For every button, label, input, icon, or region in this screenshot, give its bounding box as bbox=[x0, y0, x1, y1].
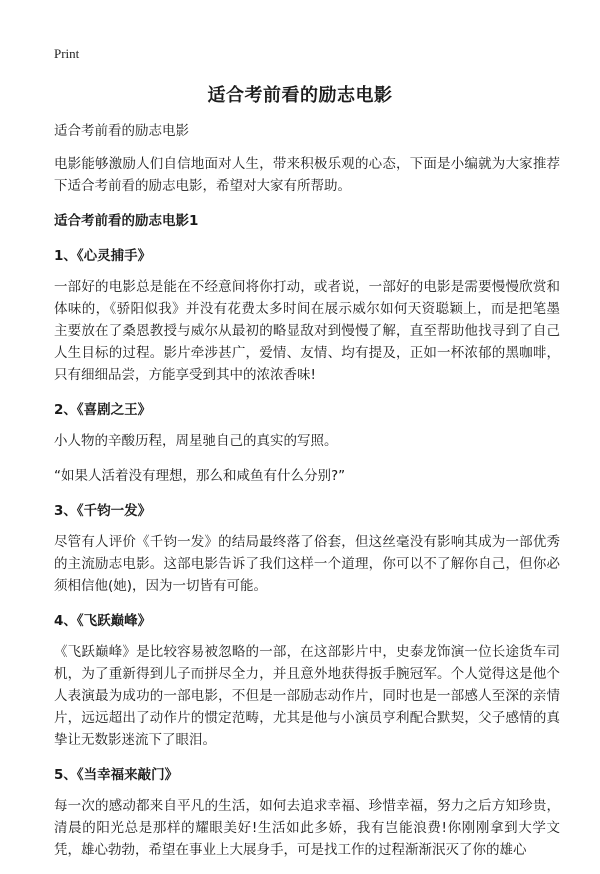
article-subtitle: 适合考前看的励志电影 bbox=[54, 123, 189, 139]
page-title: 适合考前看的励志电影 bbox=[207, 85, 393, 106]
movie-heading-1: 1、《心灵捕手》 bbox=[54, 248, 152, 264]
intro-paragraph: 电影能够激励人们自信地面对人生，带来积极乐观的心态，下面是小编就为大家推荐下适合考前看的励志电影，希望对大家有所帮助。 bbox=[54, 156, 560, 194]
movie-quote: “如果人活着没有理想，那么和咸鱼有什么分别?” bbox=[54, 468, 346, 484]
movie-heading-3: 3、《千钧一发》 bbox=[54, 503, 152, 519]
movie-heading-4: 4、《飞跃巅峰》 bbox=[54, 613, 152, 629]
movie-paragraph: 尽管有人评价《千钧一发》的结局最终落了俗套，但这丝毫没有影响其成为一部优秀的主流励志电影。这部电影告诉了我们这样一个道理，你可以不了解你自己，但你必须相信他(她)，因为一切皆有可能。 bbox=[54, 534, 560, 594]
movie-heading-2: 2、《喜剧之王》 bbox=[54, 402, 152, 418]
section-heading: 适合考前看的励志电影1 bbox=[54, 213, 199, 229]
movie-paragraph: 小人物的辛酸历程，周星驰自己的真实的写照。 bbox=[54, 433, 338, 449]
article-body bbox=[54, 120, 560, 874]
movie-paragraph: 《飞跃巅峰》是比较容易被忽略的一部，在这部影片中，史泰龙饰演一位长途货车司机，为了重新得到儿子而拼尽全力，并且意外地获得扳手腕冠军。个人觉得这是他个人表演最为成功的一部电影，不但是一部励志动作片，同时也是一部感人至深的亲情片，远远超出了动作片的惯定范畴，尤其是他与小演员亨利配合默契，父子感情的真挚让无数影迷流下了眼泪。 bbox=[54, 644, 560, 748]
movie-paragraph: 一部好的电影总是能在不经意间将你打动，或者说，一部好的电影是需要慢慢欣赏和体味的，《骄阳似我》并没有花费太多时间在展示威尔如何天资聪颖上，而是把笔墨主要放在了桑恩教授与威尔从最初的略显敌对到慢慢了解，直至帮助他找寻到了自己人生目标的过程。影片牵涉甚广，爱情、友情、均有提及，正如一杯浓郁的黑咖啡，只有细细品尝，方能享受到其中的浓浓香味! bbox=[54, 279, 560, 383]
movie-paragraph: 每一次的感动都来自平凡的生活，如何去追求幸福、珍惜幸福，努力之后方知珍贵，清晨的阳光总是那样的耀眼美好!生活如此多娇，我有岂能浪费!你刚刚拿到大学文凭，雄心勃勃，希望在事业上大展身手，可是找工作的过程渐渐泯灭了你的雄心 bbox=[54, 798, 560, 858]
movie-heading-5: 5、《当幸福来敲门》 bbox=[54, 767, 179, 783]
print-link[interactable]: Print bbox=[54, 46, 80, 61]
